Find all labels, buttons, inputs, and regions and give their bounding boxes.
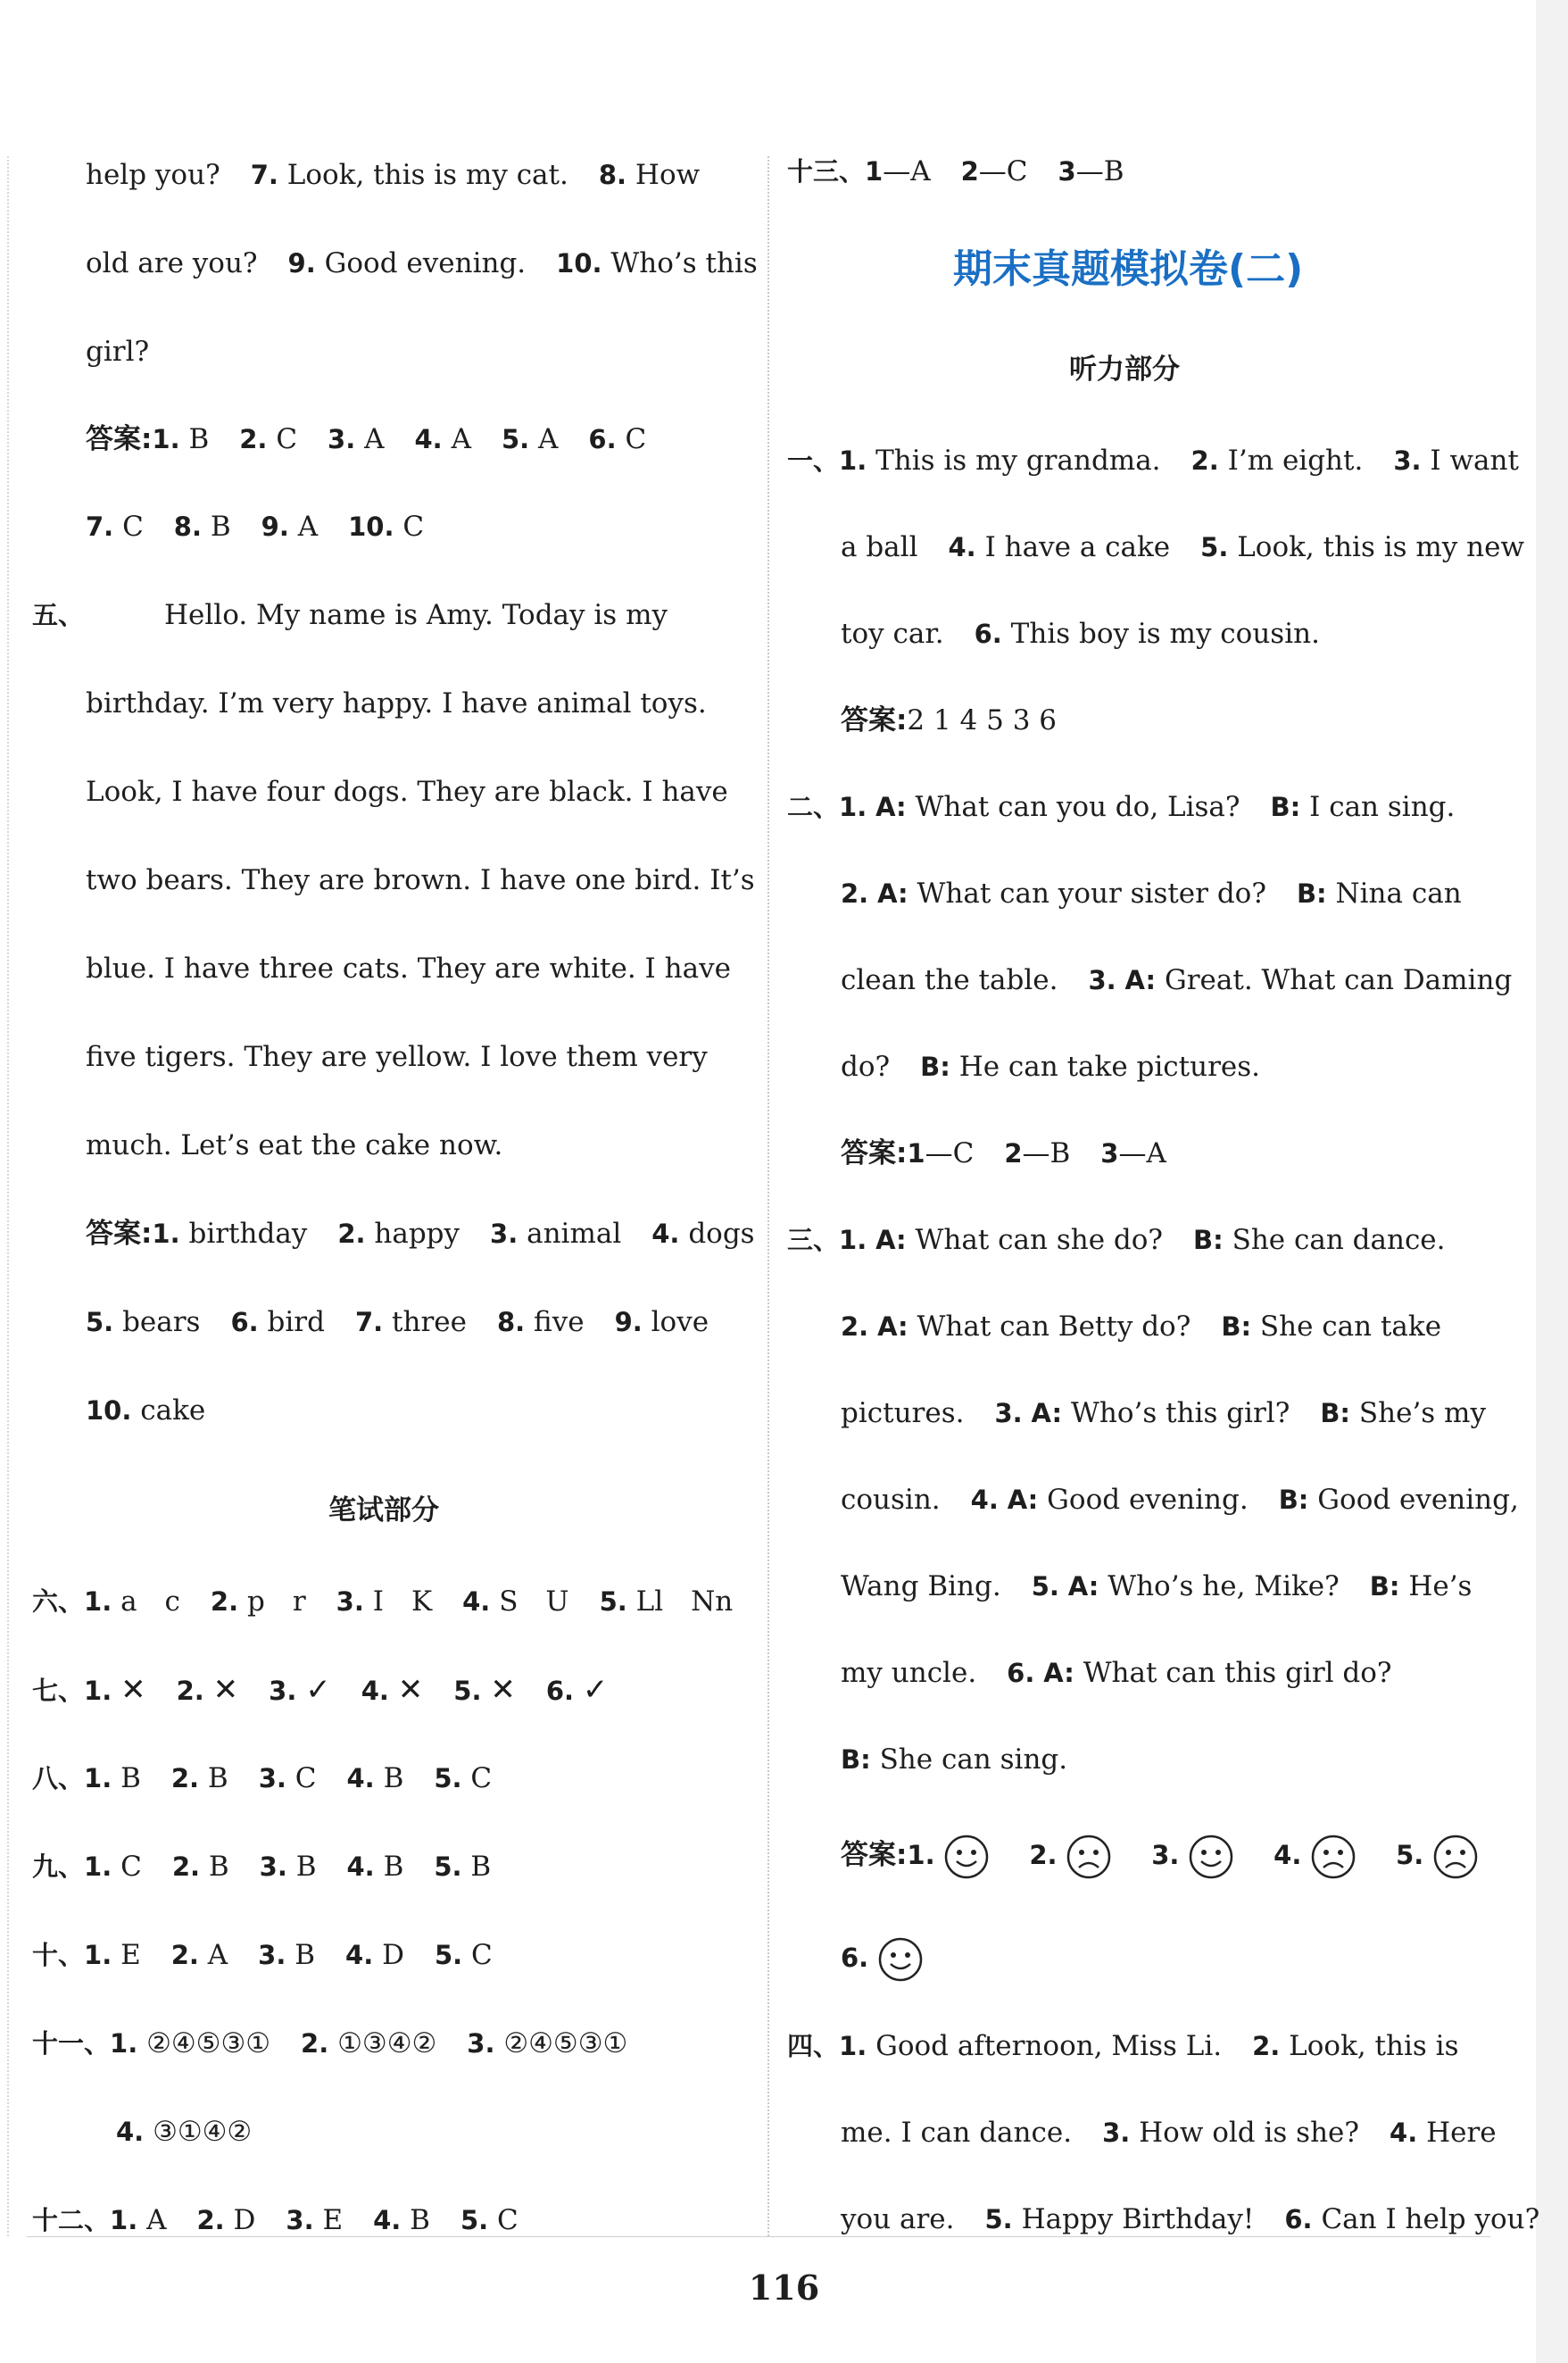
answer-line: 十、1. E 2. A 3. B 4. D 5. C [32,1939,493,1971]
sad-face-icon [1310,1834,1356,1880]
text-line: toy car. 6. This boy is my cousin. [841,618,1320,650]
passage-line: five tigers. They are yellow. I love them very [86,1041,708,1073]
passage-line: Look, I have four dogs. They are black. I have [86,776,728,808]
passage-line: two bears. They are brown. I have one bird. It’s [86,864,755,896]
text-line: Wang Bing. 5. A: Who’s he, Mike? B: He’s [841,1570,1473,1602]
text-line: girl? [86,336,150,368]
text-line: 四、1. Good afternoon, Miss Li. 2. Look, this is [787,2030,1459,2062]
left-column [0,0,759,2267]
text-line: B: She can sing. [841,1743,1068,1776]
text-line: old are you? 9. Good evening. 10. Who’s this [86,247,758,279]
text-line: 三、1. A: What can she do? B: She can dance. [787,1224,1446,1256]
text-line: 二、1. A: What can you do, Lisa? B: I can sing. [787,791,1456,823]
answer-line: 4. ③①④② [116,2116,253,2148]
answer-line: 6. [841,1931,924,1984]
right-column [775,0,1540,2267]
text-line: help you? 7. Look, this is my cat. 8. How [86,159,701,191]
text-line: pictures. 3. A: Who’s this girl? B: She’s my [841,1397,1486,1429]
text-line: 一、1. This is my grandma. 2. I’m eight. 3. I want [787,445,1519,477]
answer-line: 答案:2 1 4 5 3 6 [841,704,1058,736]
answer-line: 答案:1. B 2. C 3. A 4. A 5. A 6. C [86,423,647,455]
column-divider [767,156,769,2236]
passage-line: much. Let’s eat the cake now. [86,1129,503,1161]
sad-face-icon [1066,1834,1112,1880]
text-line: 2. A: What can Betty do? B: She can take [841,1310,1442,1343]
passage-line: blue. I have three cats. They are white. I have [86,953,731,985]
sad-face-icon [1432,1834,1479,1880]
answer-line: 十一、1. ②④⑤③① 2. ①③④② 3. ②④⑤③① [32,2027,628,2059]
text-line: me. I can dance. 3. How old is she? 4. Here [841,2117,1497,2149]
passage-line: 五、 Hello. My name is Amy. Today is my [32,599,668,631]
section-heading: 听力部分 [1069,354,1180,386]
answer-line: 答案:1—C 2—B 3—A [841,1137,1166,1169]
answer-line: 答案:1. 2. 3. 4. 5. [841,1828,1479,1882]
answer-line: 九、1. C 2. B 3. B 4. B 5. B [32,1851,492,1883]
bottom-rule [27,2236,1490,2237]
happy-face-icon [1188,1834,1234,1880]
page-number: 116 [748,2267,820,2308]
text-line: cousin. 4. A: Good evening. B: Good evening, [841,1484,1519,1516]
text-line: you are. 5. Happy Birthday! 6. Can I help you? [841,2203,1540,2235]
happy-face-icon [943,1834,990,1880]
text-line: my uncle. 6. A: What can this girl do? [841,1657,1392,1689]
answer-line: 10. cake [86,1394,206,1427]
page-edge [1536,0,1568,2363]
answer-line: 八、1. B 2. B 3. C 4. B 5. C [32,1762,493,1794]
text-line: clean the table. 3. A: Great. What can Daming [841,964,1513,996]
passage-line: birthday. I’m very happy. I have animal toys. [86,687,707,720]
answer-line: 十二、1. A 2. D 3. E 4. B 5. C [32,2204,519,2236]
text-line: a ball 4. I have a cake 5. Look, this is my new [841,531,1524,563]
answer-line: 六、1. a c 2. p r 3. I K 4. S U 5. Ll Nn [32,1585,734,1618]
section-heading: 笔试部分 [328,1494,439,1527]
answer-line: 七、1. ✕ 2. ✕ 3. ✓ 4. ✕ 5. ✕ 6. ✓ [32,1672,609,1708]
text-line: 2. A: What can your sister do? B: Nina can [841,878,1462,910]
answer-line: 5. bears 6. bird 7. three 8. five 9. love [86,1306,709,1338]
happy-face-icon [877,1936,924,1983]
answer-line: 答案:1. birthday 2. happy 3. animal 4. dogs [86,1218,755,1250]
text-line: do? B: He can take pictures. [841,1051,1260,1083]
answer-line: 7. C 8. B 9. A 10. C [86,511,425,543]
exam-title: 期末真题模拟卷(二) [953,246,1304,292]
answer-line: 十三、1—A 2—C 3—B [787,155,1124,187]
